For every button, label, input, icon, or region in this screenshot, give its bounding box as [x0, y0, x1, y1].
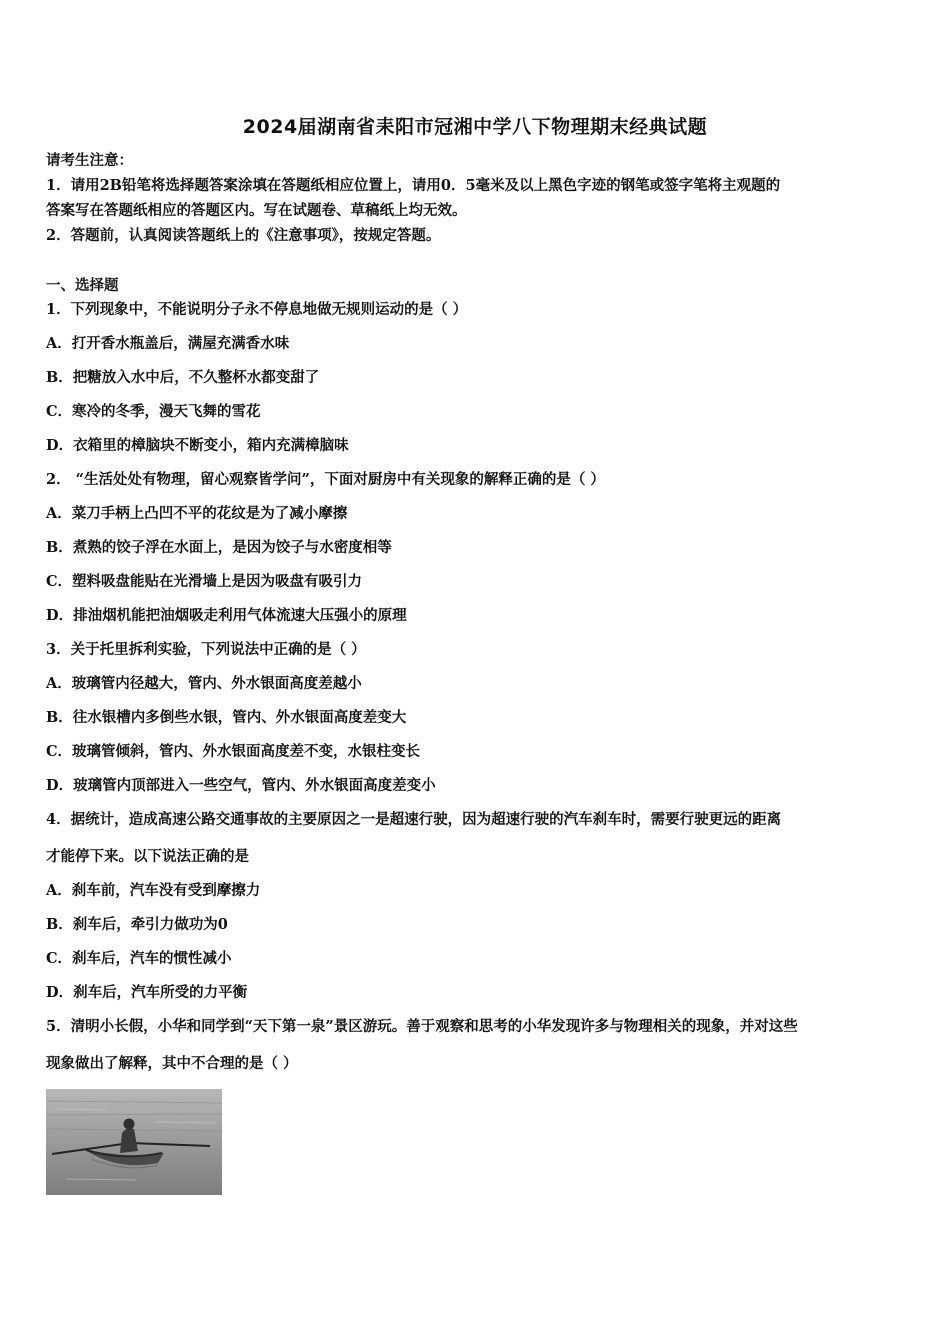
answer-option: A．玻璃管内径越大，管内、外水银面高度差越小 — [46, 675, 362, 692]
answer-option: D．排油烟机能把油烟吸走利用气体流速大压强小的原理 — [46, 607, 407, 624]
question-stem: 4．据统计，造成高速公路交通事故的主要原因之一是超速行驶，因为超速行驶的汽车刹车时，需要行驶更远的距离 — [46, 811, 782, 828]
answer-option: D．刹车后，汽车所受的力平衡 — [46, 984, 248, 1001]
notice-item-1-line-2: 答案写在答题纸相应的答题区内。写在试题卷、草稿纸上均无效。 — [46, 202, 467, 219]
answer-option: B．把糖放入水中后，不久整杯水都变甜了 — [46, 369, 320, 386]
answer-option: D．玻璃管内顶部进入一些空气，管内、外水银面高度差变小 — [46, 777, 436, 794]
question-stem: 1．下列现象中，不能说明分子永不停息地做无规则运动的是（ ） — [46, 301, 468, 318]
page-title: 2024届湖南省耒阳市冠湘中学八下物理期末经典试题 — [242, 116, 708, 138]
question-stem: 2． “生活处处有物理，留心观察皆学问”，下面对厨房中有关现象的解释正确的是（ ） — [46, 471, 605, 488]
notice-heading: 请考生注意： — [46, 152, 133, 169]
answer-option: C．塑料吸盘能贴在光滑墙上是因为吸盘有吸引力 — [46, 573, 363, 590]
answer-option: B．刹车后，牵引力做功为0 — [46, 916, 228, 933]
answer-option: A．刹车前，汽车没有受到摩擦力 — [46, 882, 261, 899]
notice-item-2: 2．答题前，认真阅读答题纸上的《注意事项》，按规定答题。 — [46, 227, 441, 244]
rowing-boat-photo — [46, 1089, 222, 1195]
answer-option: A．菜刀手柄上凸凹不平的花纹是为了减小摩擦 — [46, 505, 348, 522]
section-heading: 一、选择题 — [46, 277, 119, 294]
question-stem: 3．关于托里拆利实验，下列说法中正确的是（ ） — [46, 641, 366, 658]
question-stem-continued: 才能停下来。以下说法正确的是 — [46, 848, 249, 865]
question-stem-continued: 现象做出了解释，其中不合理的是（ ） — [46, 1055, 298, 1072]
answer-option: D．衣箱里的樟脑块不断变小，箱内充满樟脑味 — [46, 437, 349, 454]
answer-option: C．寒冷的冬季，漫天飞舞的雪花 — [46, 403, 261, 420]
answer-option: C．刹车后，汽车的惯性减小 — [46, 950, 232, 967]
answer-option: B．煮熟的饺子浮在水面上，是因为饺子与水密度相等 — [46, 539, 392, 556]
answer-option: B．往水银槽内多倒些水银，管内、外水银面高度差变大 — [46, 709, 407, 726]
notice-item-1-line-1: 1．请用2B铅笔将选择题答案涂填在答题纸相应位置上，请用0．5毫米及以上黑色字迹的钢笔或签字笔将主观题的 — [46, 177, 781, 194]
answer-option: C．玻璃管倾斜，管内、外水银面高度差不变，水银柱变长 — [46, 743, 421, 760]
answer-option: A．打开香水瓶盖后，满屋充满香水味 — [46, 335, 290, 352]
question-stem: 5．清明小长假，小华和同学到“天下第一泉”景区游玩。善于观察和思考的小华发现许多与物理相关的现象，并对这些 — [46, 1018, 798, 1035]
